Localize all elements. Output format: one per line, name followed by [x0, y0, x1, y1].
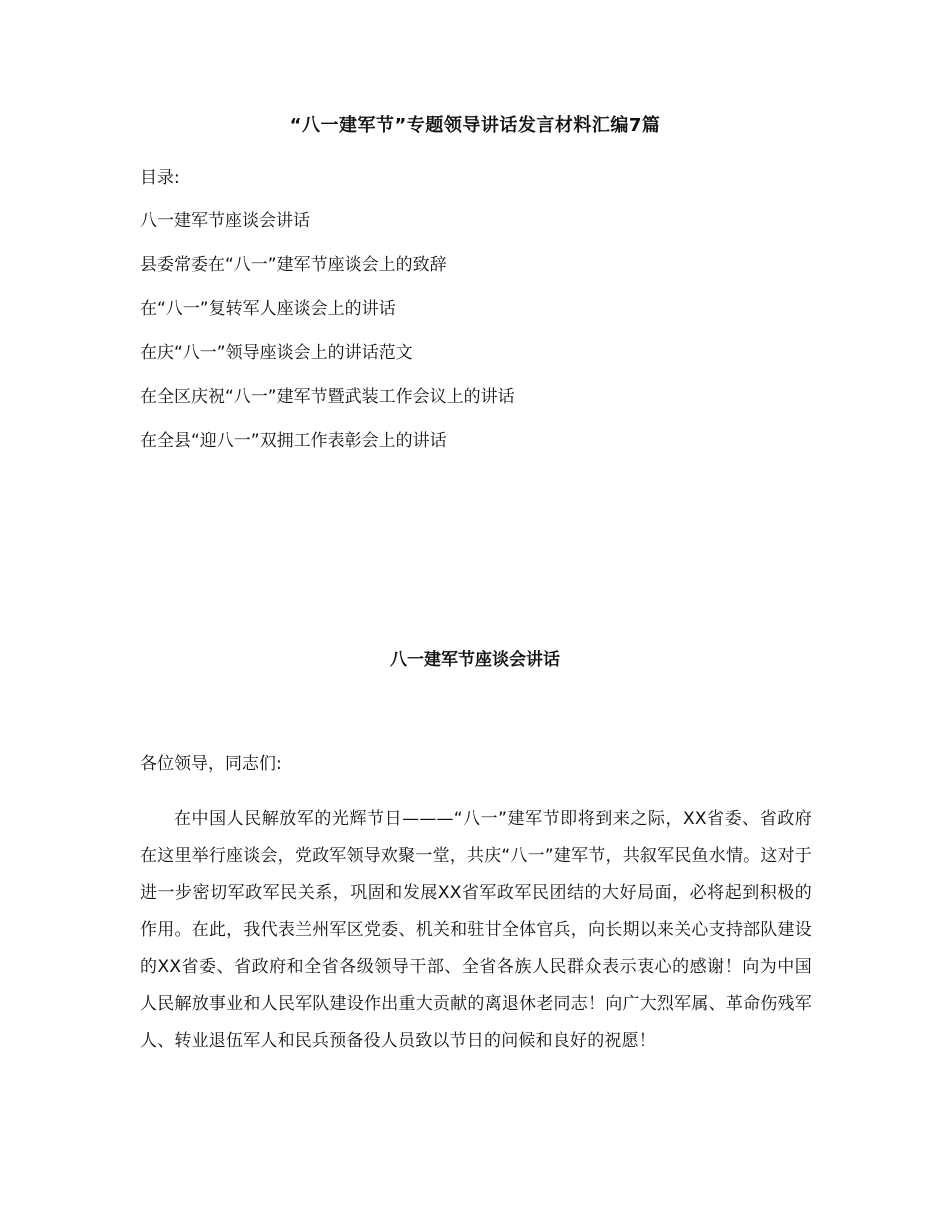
- toc-item: 在全县“迎八一”双拥工作表彰会上的讲话: [140, 431, 447, 451]
- toc-item: 在全区庆祝“八一”建军节暨武装工作会议上的讲话: [140, 387, 515, 407]
- body-paragraph: 在中国人民解放军的光辉节日———“八一”建军节即将到来之际，XX省委、省政府在这里举行座谈会，党政军领导欢聚一堂，共庆“八一”建军节，共叙军民鱼水情。这对于进一步密切军政军民关系，巩固和发展XX省军政军民团结的大好局面，必将起到积极的作用。在此，我代表兰州军区党委、机关和驻甘全体官兵，向长期以来关心支持部队建设的XX省委、省政府和全省各级领导干部、全省各族人民群众表示衷心的感谢！向为中国人民解放事业和人民军队建设作出重大贡献的离退休老同志！向广大烈军属、革命伤残军人、转业退伍军人和民兵预备役人员致以节日的问候和良好的祝愿！: [140, 809, 812, 1051]
- toc-item: 八一建军节座谈会讲话: [140, 211, 310, 231]
- toc-heading: 目录:: [140, 168, 180, 188]
- section-title: 八一建军节座谈会讲话: [390, 650, 560, 670]
- salutation: 各位领导，同志们:: [140, 754, 282, 774]
- toc-item: 在庆“八一”领导座谈会上的讲话范文: [140, 343, 413, 363]
- toc-item: 县委常委在“八一”建军节座谈会上的致辞: [140, 255, 447, 275]
- table-of-contents: [140, 209, 515, 473]
- toc-item: 在“八一”复转军人座谈会上的讲话: [140, 299, 396, 319]
- document-title: “八一建军节”专题领导讲话发言材料汇编7篇: [289, 115, 661, 136]
